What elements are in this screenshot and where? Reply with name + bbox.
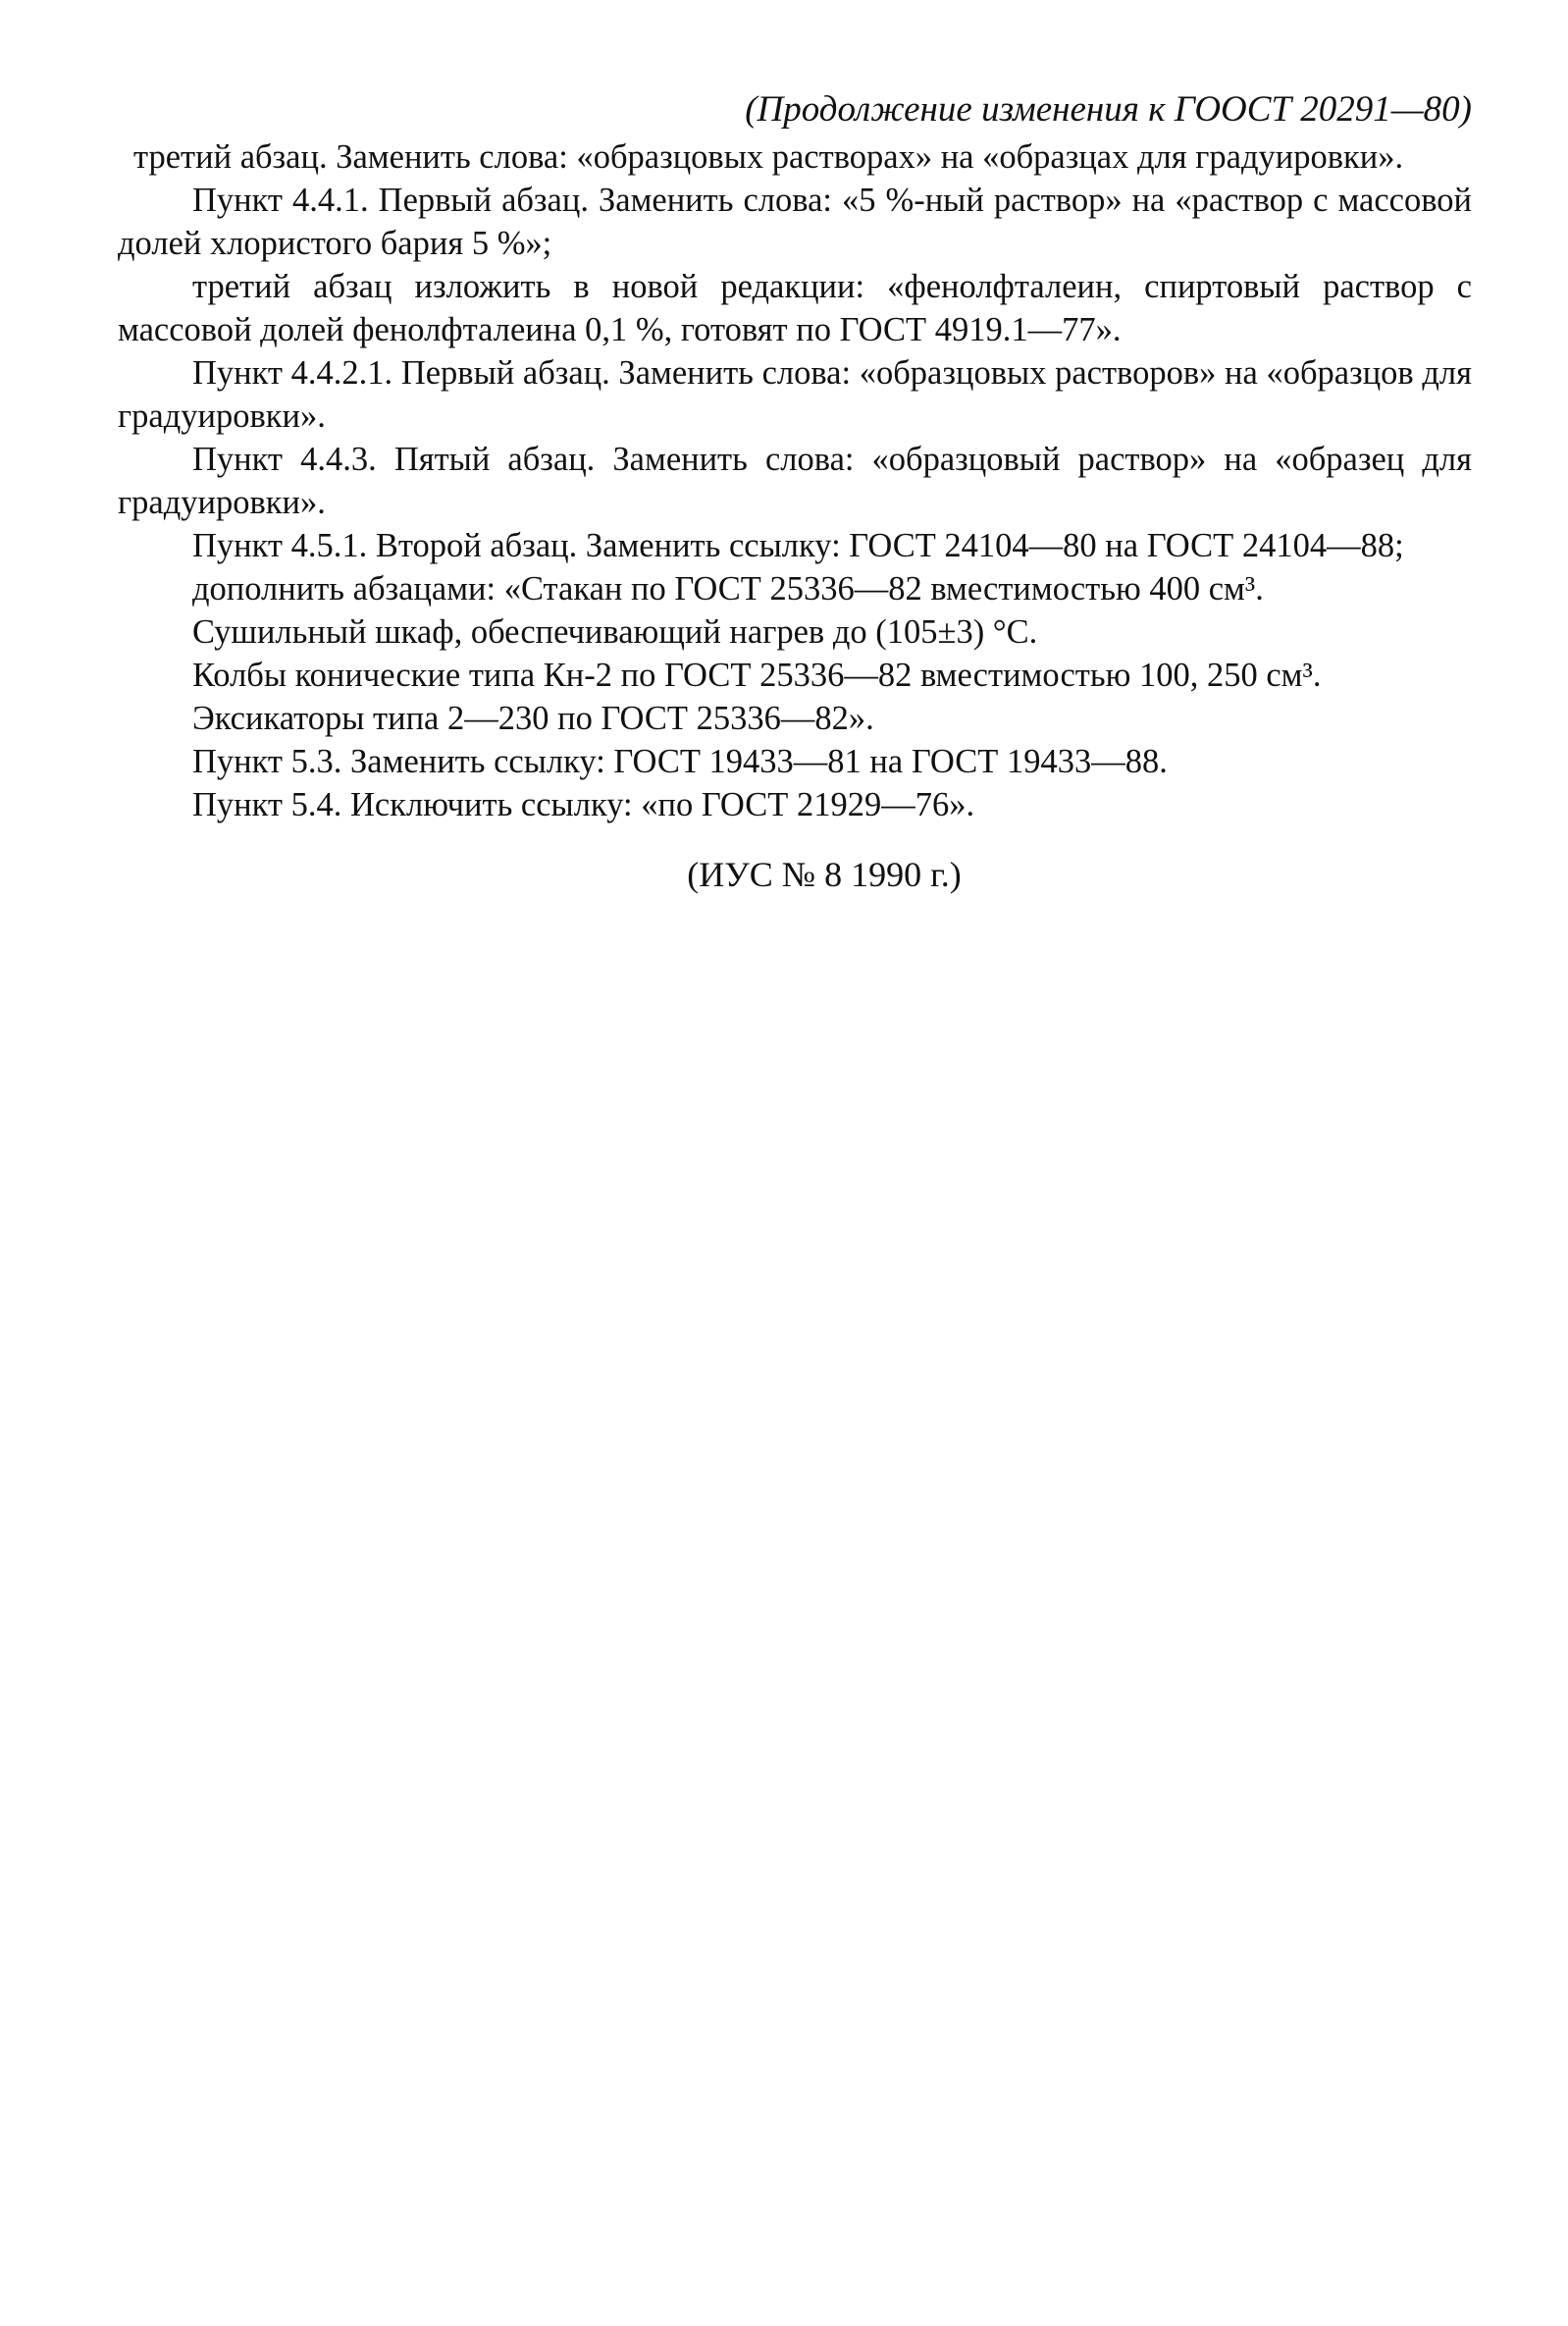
paragraph-punkt-4-5-1: Пункт 4.5.1. Второй абзац. Заменить ссылку: ГОСТ 24104—80 на ГОСТ 24104—88; <box>192 527 1404 564</box>
source-footer: (ИУС № 8 1990 г.) <box>687 855 962 894</box>
line-eksikatory: Эксикаторы типа 2—230 по ГОСТ 25336—82». <box>192 700 874 737</box>
line-punkt-5-4: Пункт 5.4. Исключить ссылку: «по ГОСТ 21929—76». <box>192 786 975 823</box>
line-dopolnit-abzacami: дополнить абзацами: «Стакан по ГОСТ 25336—82 вместимостью 400 см³. <box>192 570 1264 608</box>
line-punkt-5-3: Пункт 5.3. Заменить ссылку: ГОСТ 19433—81 на ГОСТ 19433—88. <box>192 743 1168 780</box>
paragraph-punkt-4-4-2-1: Пункт 4.4.2.1. Первый абзац. Заменить слова: «образцовых растворов» на «образцов для градуировки». <box>118 354 1472 435</box>
line-sushilny-shkaf: Сушильный шкаф, обеспечивающий нагрев до (105±3) °С. <box>192 613 1038 651</box>
paragraph-third-abzac-new-edition: третий абзац изложить в новой редакции: «фенолфталеин, спиртовый раствор с массовой долей фенолфталеина 0,1 %, готовят по ГОСТ 4919.1—77». <box>118 268 1472 348</box>
document-page <box>118 86 1472 897</box>
paragraph-punkt-4-4-3: Пункт 4.4.3. Пятый абзац. Заменить слова: «образцовый раствор» на «образец для градуировки». <box>118 441 1472 521</box>
paragraph-punkt-4-4-1: Пункт 4.4.1. Первый абзац. Заменить слова: «5 %-ный раствор» на «раствор с массовой долей хлористого бария 5 %»; <box>118 182 1472 262</box>
line-kolby-konicheskie: Колбы конические типа Кн-2 по ГОСТ 25336—82 вместимостью 100, 250 см³. <box>192 657 1322 694</box>
paragraph-third-abzac: третий абзац. Заменить слова: «образцовых растворах» на «образцах для градуировки». <box>133 138 1404 176</box>
continuation-header: (Продолжение изменения к ГООСТ 20291—80) <box>745 89 1472 130</box>
